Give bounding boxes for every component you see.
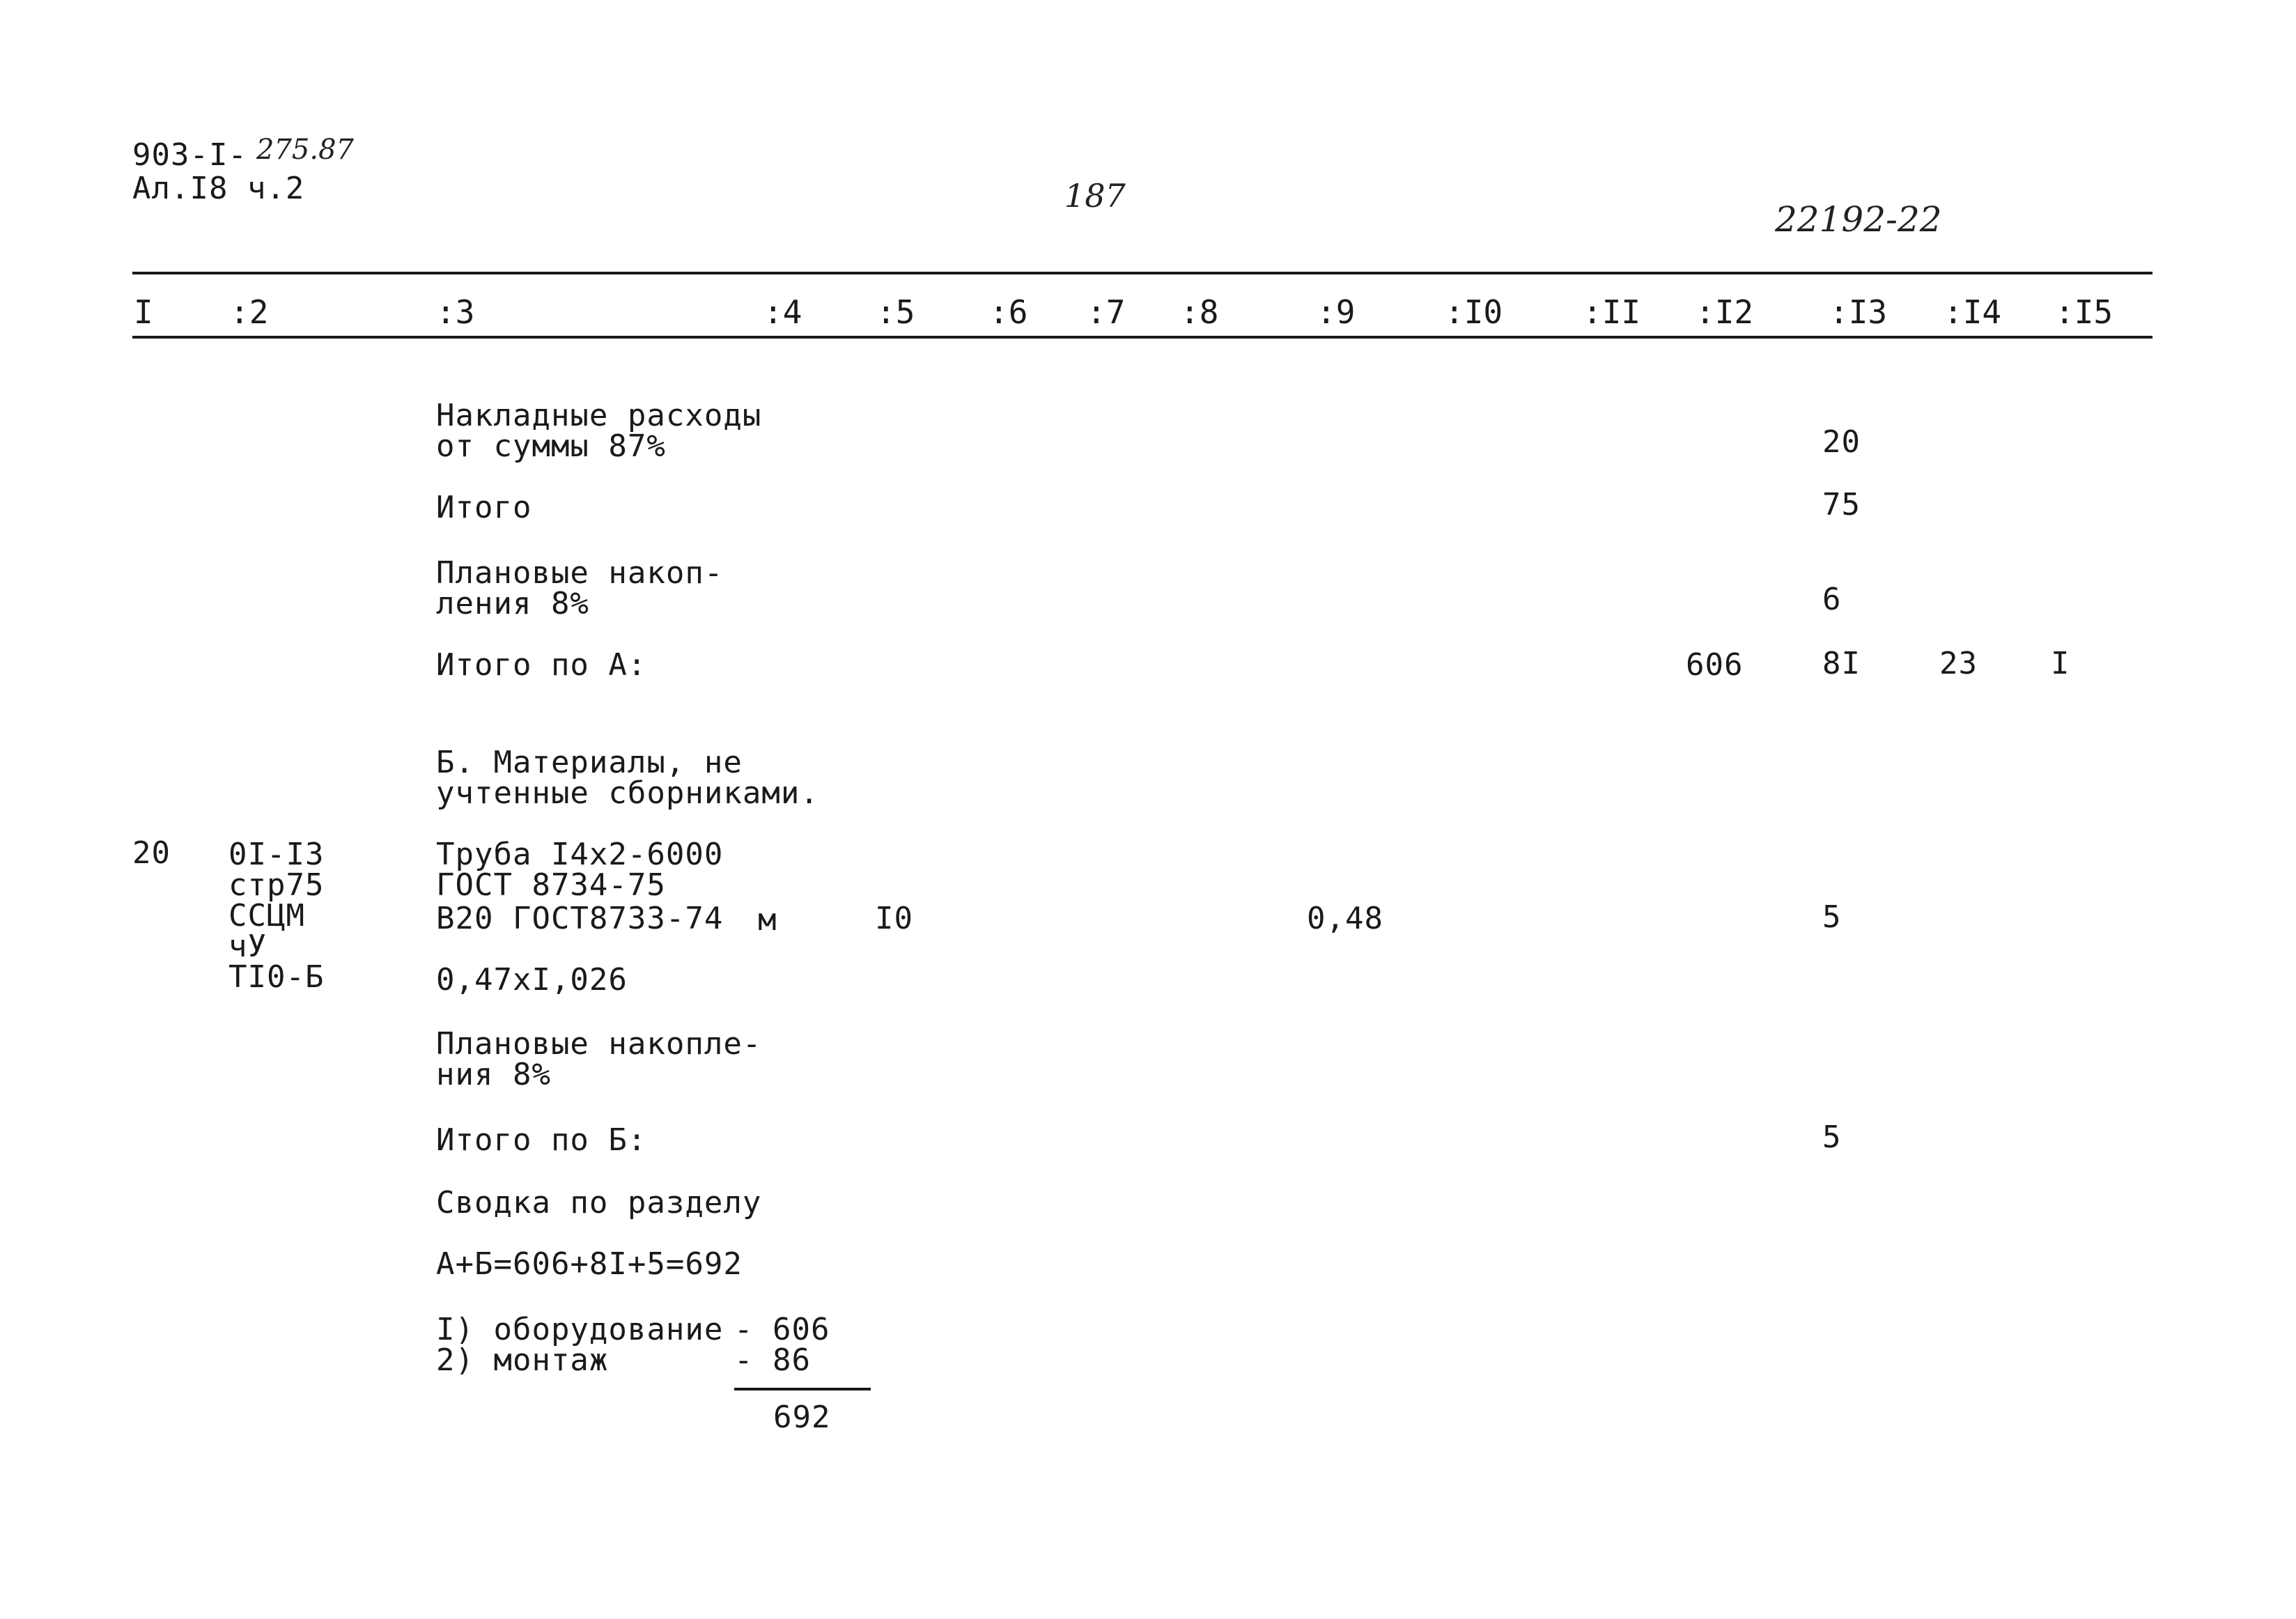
column-header-14: :I4	[1944, 293, 2002, 331]
total-a-value-c12: 606	[1686, 647, 1744, 683]
subtotal-value-c13: 75	[1822, 487, 1861, 522]
row-description-2: ГОСТ 8734-75	[436, 867, 666, 903]
column-header-8: :8	[1180, 293, 1219, 331]
row-description-3: B20 ГОСТ8733-74	[436, 901, 724, 936]
total-b-label: Итого по Б:	[436, 1122, 647, 1158]
column-header-15: :I5	[2055, 293, 2113, 331]
table-top-rule	[132, 272, 2152, 274]
column-header-5: :5	[876, 293, 915, 331]
row-value-c13: 5	[1822, 899, 1842, 935]
subtotal-label: Итого	[436, 490, 532, 525]
column-header-11: :II	[1583, 293, 1641, 331]
row-number: 20	[132, 835, 171, 871]
row-reference-5: TI0-Б	[228, 959, 325, 995]
document-number: 903-I-	[132, 137, 247, 173]
column-header-2: :2	[230, 293, 269, 331]
column-header-10: :I0	[1445, 293, 1503, 331]
column-header-9: :9	[1317, 293, 1356, 331]
planned-savings-b-line2: ния 8%	[436, 1057, 551, 1092]
row-description-1: Труба I4x2-6000	[436, 837, 724, 872]
total-a-value-c15: I	[2051, 646, 2070, 681]
summary-formula: А+Б=606+8I+5=692	[436, 1246, 743, 1282]
column-header-1: I	[134, 293, 153, 331]
total-a-label: Итого по А:	[436, 647, 647, 683]
column-header-6: :6	[989, 293, 1028, 331]
summary-item-installation-label: 2) монтаж	[436, 1342, 609, 1378]
row-calculation: 0,47xI,026	[436, 962, 628, 998]
planned-savings-a-line2: ления 8%	[436, 586, 589, 621]
summary-total: 692	[773, 1400, 831, 1435]
column-header-12: :I2	[1696, 293, 1754, 331]
section-b-title-line2: учтенные сборниками.	[436, 775, 819, 811]
summary-title: Сводка по разделу	[436, 1185, 762, 1221]
section-b-title-line1: Б. Материалы, не	[436, 745, 743, 780]
row-reference-3: ССЦМ	[228, 898, 305, 934]
row-reference-1: 0I-I3	[228, 837, 325, 872]
overhead-label-line2: от суммы 87%	[436, 428, 666, 464]
row-quantity: I0	[875, 901, 913, 936]
planned-savings-b-line1: Плановые накопле-	[436, 1026, 762, 1062]
column-header-13: :I3	[1829, 293, 1888, 331]
planned-savings-a-line1: Плановые накоп-	[436, 555, 724, 591]
document-number-handwritten: 275.87	[256, 134, 354, 166]
summary-sum-rule	[734, 1388, 871, 1391]
document-code-handwritten: 22192-22	[1775, 199, 1942, 240]
summary-item-installation-value: - 86	[734, 1342, 811, 1378]
column-header-3: :3	[436, 293, 475, 331]
summary-item-equipment-label: I) оборудование	[436, 1312, 724, 1347]
column-header-7: :7	[1087, 293, 1126, 331]
overhead-label-line1: Накладные расходы	[436, 398, 762, 433]
total-a-value-c14: 23	[1939, 646, 1978, 681]
planned-savings-a-value-c13: 6	[1822, 582, 1842, 617]
row-reference-4: чУ	[228, 929, 267, 964]
page-number-handwritten: 187	[1064, 177, 1126, 215]
total-a-value-c13: 8I	[1822, 646, 1861, 681]
column-header-4: :4	[763, 293, 802, 331]
total-b-value-c13: 5	[1822, 1120, 1842, 1155]
row-reference-2: стр75	[228, 867, 325, 903]
row-price: 0,48	[1307, 901, 1383, 936]
overhead-value-c13: 20	[1822, 424, 1861, 460]
row-unit: м	[758, 902, 777, 938]
album-reference: Ал.I8 ч.2	[132, 171, 305, 206]
summary-item-equipment-value: - 606	[734, 1312, 830, 1347]
table-header-rule	[132, 336, 2152, 339]
